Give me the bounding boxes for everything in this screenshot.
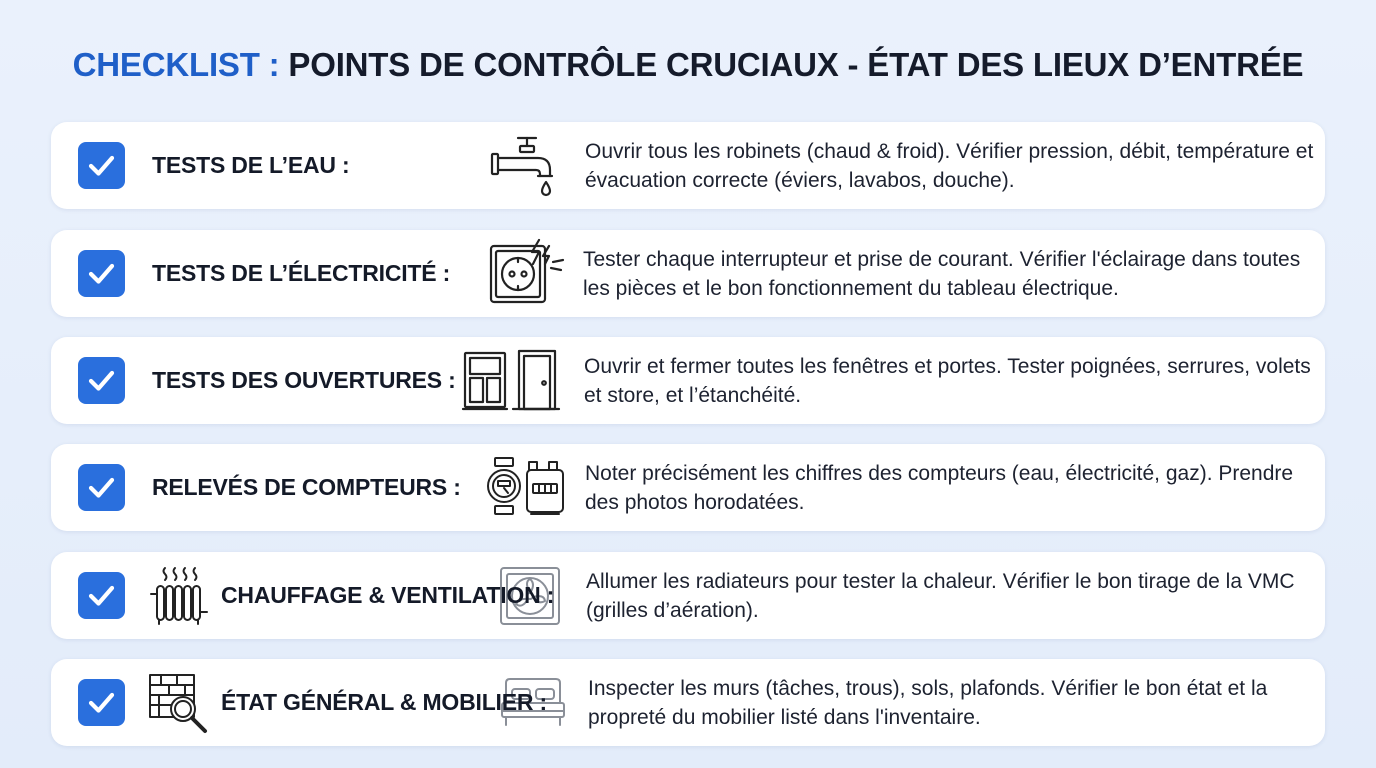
checkbox-checked[interactable] [78,250,125,297]
wall-inspection-icon [147,671,213,735]
checkmark-icon [78,142,125,189]
item-label: TESTS DES OUVERTURES : [152,367,456,393]
item-description: Allumer les radiateurs pour tester la chaleur. Vérifier le bon tirage de la VMC (grilles d’aération). [586,569,1295,622]
checkbox-checked[interactable] [78,572,125,619]
item-label: RELEVÉS DE COMPTEURS : [152,474,461,500]
checkbox-checked[interactable] [78,679,125,726]
checklist-item-electricity [51,230,1325,317]
checkbox-checked[interactable] [78,464,125,511]
item-description: Inspecter les murs (tâches, trous), sols, plafonds. Vérifier le bon état et la propreté du mobilier listé dans l'inventaire. [588,676,1268,729]
window-door-icon [461,349,561,413]
electric-outlet-icon [487,234,567,312]
item-description: Ouvrir tous les robinets (chaud & froid). Vérifier pression, débit, température et évacuation correcte (éviers, lavabos, douche). [585,139,1314,192]
item-label: TESTS DE L’EAU : [152,152,350,178]
title-accent: CHECKLIST : [72,46,280,83]
item-label: TESTS DE L’ÉLECTRICITÉ : [152,260,451,286]
item-description: Tester chaque interrupteur et prise de courant. Vérifier l'éclairage dans toutes les pièces et le bon fonctionnement du tableau électrique. [583,247,1301,300]
item-label: CHAUFFAGE & VENTILATION : [221,582,555,608]
checklist-item-water [51,122,1325,209]
checkbox-checked[interactable] [78,357,125,404]
checklist-item-general [51,659,1325,746]
checkmark-icon [78,572,125,619]
checkmark-icon [78,357,125,404]
item-description: Noter précisément les chiffres des compteurs (eau, électricité, gaz). Prendre des photos horodatées. [585,461,1294,514]
checkmark-icon [78,250,125,297]
checkmark-icon [78,464,125,511]
checklist-item-heating [51,552,1325,639]
radiator-icon [149,564,213,628]
title-main: POINTS DE CONTRÔLE CRUCIAUX - ÉTAT DES LIEUX D’ENTRÉE [288,46,1304,83]
checkmark-icon [78,679,125,726]
item-label: ÉTAT GÉNÉRAL & MOBILIER : [221,689,547,715]
checklist-item-openings [51,337,1325,424]
checkbox-checked[interactable] [78,142,125,189]
page-title [0,46,1376,84]
checklist-item-meters [51,444,1325,531]
item-description: Ouvrir et fermer toutes les fenêtres et portes. Tester poignées, serrures, volets et store, et l’étanchéité. [584,354,1311,407]
faucet-icon [488,134,560,206]
meters-icon [487,454,567,522]
